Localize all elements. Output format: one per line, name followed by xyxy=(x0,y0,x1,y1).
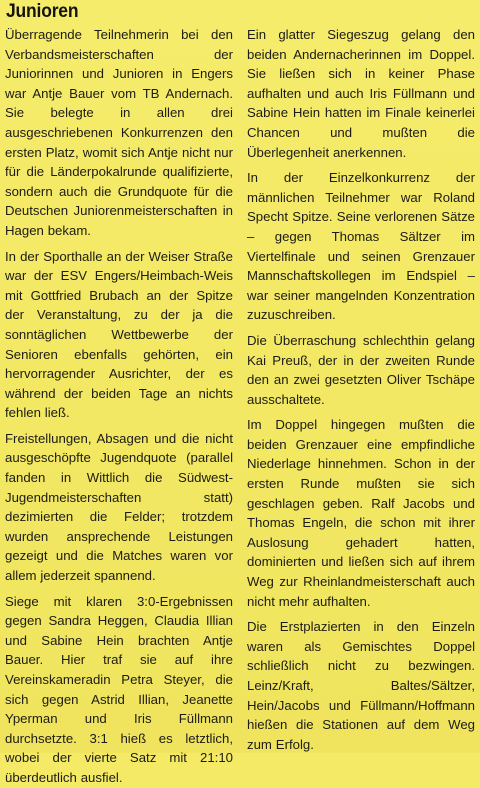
left-column xyxy=(5,25,233,785)
paragraph: In der Sporthalle an der Weiser Straße war der ESV Engers/Heimbach-Weis mit Gottfried Brubach an der Spitze der Veranstaltung, zu der ja die sonntäglichen Wettbewerbe der Senioren ebenfalls gehörten, ein hervorragender Ausrichter, der es während der beiden Tage an nichts fehlen ließ. xyxy=(5,248,233,421)
article-heading: Junioren xyxy=(6,1,79,22)
paragraph: Die Erstplazierten in den Einzeln waren als Gemischtes Doppel schließlich nicht zu bezwingen. Leinz/Kraft, Baltes/Sältzer, Hein/Jacobs und Füllmann/Hoffmann hießen die Stationen auf dem Weg zum Erfolg. xyxy=(247,619,475,752)
paragraph: Freistellungen, Absagen und die nicht ausgeschöpfte Jugendquote (parallel fanden in Wittlich die Südwest-Jugendmeisterschaften statt) dezimierten die Felder; trotzdem wurden ansprechende Leistungen gezeigt und die Matches waren vor allem jederzeit spannend. xyxy=(5,430,233,584)
paragraph: Überragende Teilnehmerin bei den Verbandsmeisterschaften der Juniorinnen und Junioren in Engers war Antje Bauer vom TB Andernach. Sie belegte in allen drei ausgeschriebenen Konkurrenzen den ersten Platz, womit sich Antje nicht nur für die Länderpokalrunde qualifizierte, sondern auch die Grundquote für die Deutschen Juniorenmeisterschaften in Hagen bekam. xyxy=(5,27,233,238)
paragraph: In der Einzelkonkurrenz der männlichen Teilnehmer war Roland Specht Spitze. Seine verlorenen Sätze – gegen Thomas Sältzer im Viertelfinale und seinen Grenzauer Mannschaftskollegen im Endspiel – war seiner mangelnden Konzentration zuzuschreiben. xyxy=(247,170,475,323)
paragraph: Siege mit klaren 3:0-Ergebnissen gegen Sandra Heggen, Claudia Illian und Sabine Hein brachten Antje Bauer. Hier traf sie auf ihre Vereinskameradin Petra Steyer, die sich gegen Astrid Illian, Jeanette Yperman und Iris Füllmann durchsetzte. 3:1 hieß es letztlich, wobei der vierte Satz mit 21:10 überdeutlich ausfiel. xyxy=(5,593,233,785)
paragraph: Ein glatter Siegeszug gelang den beiden Andernacherinnen im Doppel. Sie ließen sich in keiner Phase aufhalten und auch Iris Füllmann und Sabine Hein hatten im Finale keinerlei Chancen und mußten die Überlegenheit anerkennen. xyxy=(247,27,475,160)
paragraph: Die Überraschung schlechthin gelang Kai Preuß, der in der zweiten Runde den an zwei gesetzten Oliver Tschäpe ausschaltete. xyxy=(247,332,475,407)
right-column xyxy=(247,25,475,751)
paragraph: Im Doppel hingegen mußten die beiden Grenzauer eine empfindliche Niederlage hinnehmen. Schon in der ersten Runde mußten sie sich geschlagen geben. Ralf Jacobs und Thomas Engeln, die schon mit ihrer Auslosung gehadert hatten, dominierten und ließen sich auf ihrem Weg zur Rheinlandmeisterschaft auch nicht mehr aufhalten. xyxy=(247,417,475,609)
